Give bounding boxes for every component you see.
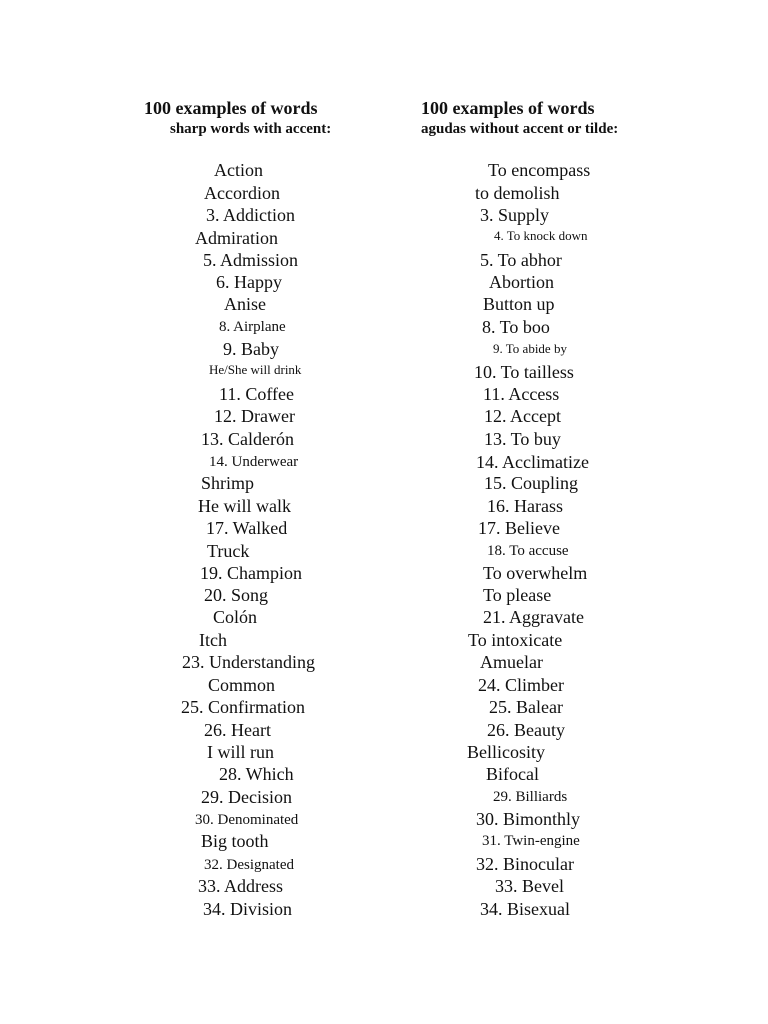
list-item: 8. Airplane — [219, 319, 286, 335]
list-item: To encompass — [488, 160, 591, 180]
list-item: 23. Understanding — [182, 652, 315, 672]
list-item: 26. Heart — [204, 720, 271, 740]
list-item: 26. Beauty — [487, 720, 565, 740]
list-item: 33. Address — [198, 876, 283, 896]
list-item: Truck — [207, 541, 250, 561]
list-item: 5. Admission — [203, 250, 299, 270]
list-item: 9. Baby — [223, 339, 279, 359]
list-item: Anise — [224, 294, 266, 314]
list-item: Shrimp — [201, 473, 255, 493]
list-item: 25. Confirmation — [181, 697, 305, 717]
list-item: 15. Coupling — [484, 473, 579, 493]
list-item: 13. To buy — [484, 429, 561, 449]
right-title: 100 examples of words — [421, 98, 595, 118]
list-item: 32. Designated — [204, 857, 294, 873]
list-item: Big tooth — [201, 831, 269, 851]
list-item: 4. To knock down — [494, 228, 588, 243]
list-item: He will walk — [198, 496, 291, 516]
list-item: 5. To abhor — [480, 250, 562, 270]
list-item: 14. Acclimatize — [476, 452, 589, 472]
list-item: 8. To boo — [482, 317, 550, 337]
list-item: Accordion — [204, 183, 280, 203]
list-item: Abortion — [489, 272, 554, 292]
list-item: To overwhelm — [483, 563, 588, 583]
list-item: 12. Drawer — [214, 406, 295, 426]
list-item: 29. Decision — [201, 787, 292, 807]
list-item: Common — [208, 675, 276, 695]
list-item: 11. Access — [483, 384, 560, 404]
list-item: 12. Accept — [484, 406, 561, 426]
list-item: Admiration — [195, 228, 278, 248]
list-item: 21. Aggravate — [483, 607, 584, 627]
list-item: 3. Addiction — [206, 205, 295, 225]
list-item: 14. Underwear — [209, 454, 299, 470]
left-subtitle: sharp words with accent: — [170, 121, 332, 137]
list-item: 3. Supply — [480, 205, 550, 225]
list-item: 11. Coffee — [219, 384, 294, 404]
list-item: Bellicosity — [467, 742, 545, 762]
list-item: 13. Calderón — [201, 429, 294, 449]
list-item: 30. Bimonthly — [476, 809, 581, 829]
list-item: Button up — [483, 294, 555, 314]
list-item: Amuelar — [480, 652, 543, 672]
list-item: 30. Denominated — [195, 812, 299, 828]
list-item: 24. Climber — [478, 675, 564, 695]
list-item: 20. Song — [204, 585, 269, 605]
list-item: 18. To accuse — [487, 543, 569, 559]
list-item: 17. Believe — [478, 518, 560, 538]
list-item: 28. Which — [219, 764, 294, 784]
list-item: 19. Champion — [200, 563, 302, 583]
list-item: 9. To abide by — [493, 341, 567, 356]
list-item: to demolish — [475, 183, 560, 203]
list-item: To intoxicate — [468, 630, 563, 650]
list-item: 34. Division — [203, 899, 293, 919]
list-item: 33. Bevel — [495, 876, 564, 896]
list-item: I will run — [207, 742, 274, 762]
left-title: 100 examples of words — [144, 98, 318, 118]
list-item: 10. To tailless — [474, 362, 574, 382]
list-item: He/She will drink — [209, 362, 302, 377]
list-item: Itch — [199, 630, 227, 650]
list-item: Action — [214, 160, 263, 180]
list-item: 32. Binocular — [476, 854, 574, 874]
list-item: Bifocal — [486, 764, 539, 784]
right-subtitle: agudas without accent or tilde: — [421, 121, 619, 137]
list-item: To please — [483, 585, 552, 605]
list-item: 29. Billiards — [493, 789, 568, 805]
list-item: 16. Harass — [487, 496, 563, 516]
list-item: 34. Bisexual — [480, 899, 570, 919]
list-item: Colón — [213, 607, 258, 627]
list-item: 31. Twin-engine — [482, 833, 580, 849]
list-item: 17. Walked — [206, 518, 288, 538]
list-item: 25. Balear — [489, 697, 563, 717]
list-item: 6. Happy — [216, 272, 282, 292]
